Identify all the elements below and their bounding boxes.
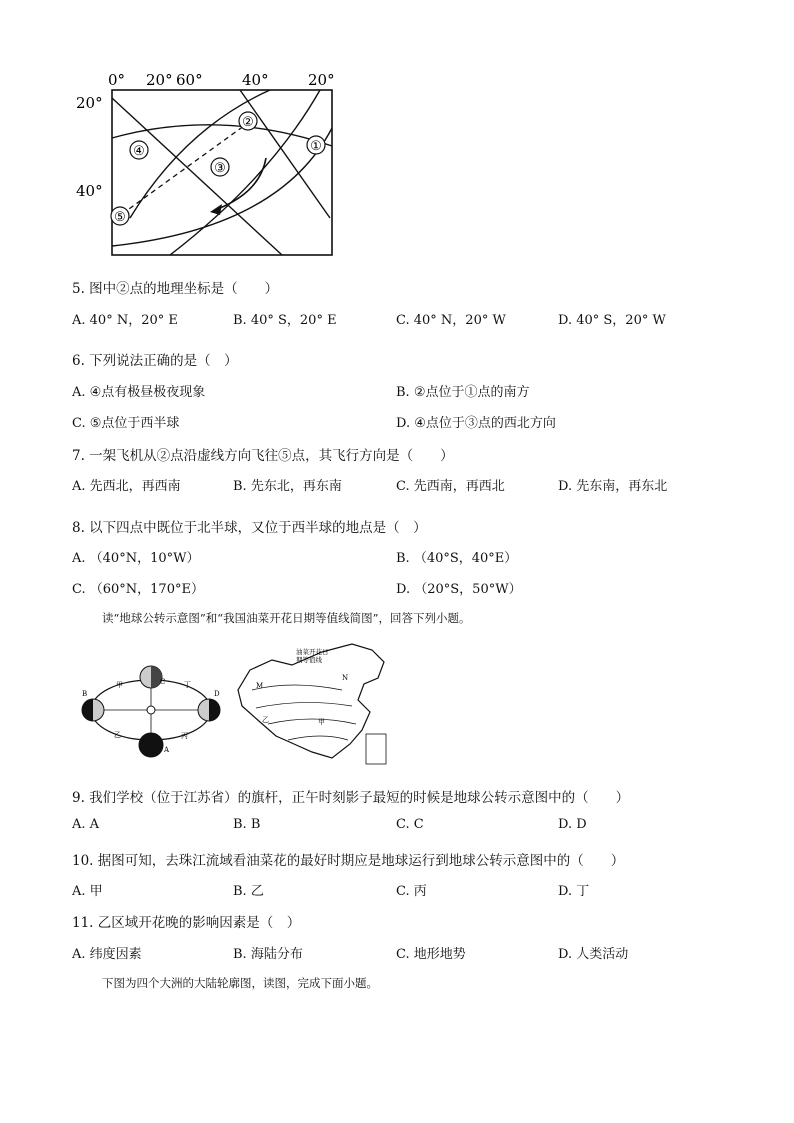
q8-option-c[interactable]: C. （60°N，170°E） <box>72 582 204 597</box>
orbit-label-d: D <box>214 690 220 698</box>
orbit-label-a: A <box>164 746 170 754</box>
point-5-label: ⑤ <box>114 210 126 225</box>
map-svg <box>232 640 392 770</box>
q11-option-a[interactable]: A. 纬度因素 <box>72 947 142 962</box>
q7-option-c[interactable]: C. 先西南，再西北 <box>396 479 505 494</box>
q8-option-a[interactable]: A. （40°N，10°W） <box>72 551 200 566</box>
q11-option-b[interactable]: B. 海陆分布 <box>233 947 303 962</box>
q5-option-c[interactable]: C. 40° N，20° W <box>396 313 506 328</box>
map-label-jia: 甲 <box>318 718 325 726</box>
q8-option-b[interactable]: B. （40°S，40°E） <box>396 551 518 566</box>
map-label-n: N <box>342 674 349 682</box>
earth-right-night <box>209 699 220 721</box>
orbit-label-c: C <box>160 678 166 686</box>
arrow-head <box>210 204 222 215</box>
south-sea-inset <box>366 734 386 764</box>
longitude-arc-1 <box>130 90 270 218</box>
q5-option-d[interactable]: D. 40° S，20° W <box>558 313 666 328</box>
q6-option-a[interactable]: A. ④点有极昼极夜现象 <box>72 385 206 400</box>
earth-bottom <box>139 733 163 757</box>
orbit-label-jia: 甲 <box>116 681 123 689</box>
orbit-figure <box>76 660 226 770</box>
q10-option-b[interactable]: B. 乙 <box>233 884 264 899</box>
q6-stem: 6. 下列说法正确的是（ ） <box>72 353 238 369</box>
map-legend-line1: 油菜开花日 <box>296 648 329 656</box>
q7-option-d[interactable]: D. 先东南，再东北 <box>558 479 668 494</box>
lat-lon-grid-figure <box>70 68 340 258</box>
china-isoline-map <box>232 640 392 770</box>
q6-option-d[interactable]: D. ④点位于③点的西北方向 <box>396 416 556 431</box>
top-label-20b: 20° <box>308 71 335 89</box>
isoline-2 <box>256 702 352 708</box>
q9-stem: 9. 我们学校（位于江苏省）的旗杆，正午时刻影子最短的时候是地球公转示意图中的（ ） <box>72 790 630 806</box>
point-1-label: ① <box>310 139 322 154</box>
orbit-label-b: B <box>82 690 88 698</box>
orbit-svg <box>76 660 226 770</box>
q11-stem: 11. 乙区域开花晚的影响因素是（ ） <box>72 915 301 931</box>
map-label-yi: 乙 <box>262 716 269 724</box>
earth-left-night <box>82 699 93 721</box>
top-label-20: 20° <box>146 71 173 89</box>
q10-option-c[interactable]: C. 丙 <box>396 884 427 899</box>
top-label-40: 40° <box>242 71 269 89</box>
q7-option-b[interactable]: B. 先东北，再东南 <box>233 479 342 494</box>
q5-option-a[interactable]: A. 40° N，20° E <box>72 313 178 328</box>
map-legend-line2: 期等值线 <box>296 656 322 664</box>
q11-option-d[interactable]: D. 人类活动 <box>558 947 629 962</box>
q9-option-b[interactable]: B. B <box>233 817 261 832</box>
q7-stem: 7. 一架飞机从②点沿虚线方向飞往⑤点，其飞行方向是（ ） <box>72 448 454 464</box>
q5-option-b[interactable]: B. 40° S，20° E <box>233 313 337 328</box>
point-2-label: ② <box>242 115 254 130</box>
q10-option-d[interactable]: D. 丁 <box>558 884 590 899</box>
isoline-4 <box>288 736 348 740</box>
intro-paragraph-2: 下图为四个大洲的大陆轮廓图，读图，完成下面小题。 <box>102 976 378 990</box>
point-4-label: ④ <box>133 144 145 159</box>
q9-option-c[interactable]: C. C <box>396 817 424 832</box>
isoline-1 <box>252 685 342 690</box>
intro-paragraph-1: 读“地球公转示意图”和“我国油菜开花日期等值线简图”，回答下列小题。 <box>102 611 471 625</box>
q8-stem: 8. 以下四点中既位于北半球，又位于西半球的地点是（ ） <box>72 520 427 536</box>
q5-stem: 5. 图中②点的地理坐标是（ ） <box>72 281 279 297</box>
point-3-label: ③ <box>214 161 226 176</box>
q7-option-a[interactable]: A. 先西北，再西南 <box>72 479 181 494</box>
q10-stem: 10. 据图可知，去珠江流域看油菜花的最好时期应是地球运行到地球公转示意图中的（ ） <box>72 853 625 869</box>
left-label-20: 20° <box>76 94 103 112</box>
q6-option-b[interactable]: B. ②点位于①点的南方 <box>396 385 530 400</box>
sun-icon <box>147 706 155 714</box>
map-label-m: M <box>256 682 264 690</box>
orbit-label-ding: 丁 <box>184 681 191 689</box>
isoline-3 <box>268 719 356 724</box>
q6-option-c[interactable]: C. ⑤点位于西半球 <box>72 416 180 431</box>
q10-option-a[interactable]: A. 甲 <box>72 884 103 899</box>
q9-option-a[interactable]: A. A <box>72 817 100 832</box>
top-label-60: 60° <box>176 71 203 89</box>
left-label-40: 40° <box>76 182 103 200</box>
orbit-label-yi: 乙 <box>114 731 121 739</box>
q9-option-d[interactable]: D. D <box>558 817 587 832</box>
orbit-label-bing: 丙 <box>181 732 188 740</box>
q11-option-c[interactable]: C. 地形地势 <box>396 947 466 962</box>
grid-svg <box>70 68 340 258</box>
q8-option-d[interactable]: D. （20°S，50°W） <box>396 582 522 597</box>
top-label-0: 0° <box>108 71 126 89</box>
